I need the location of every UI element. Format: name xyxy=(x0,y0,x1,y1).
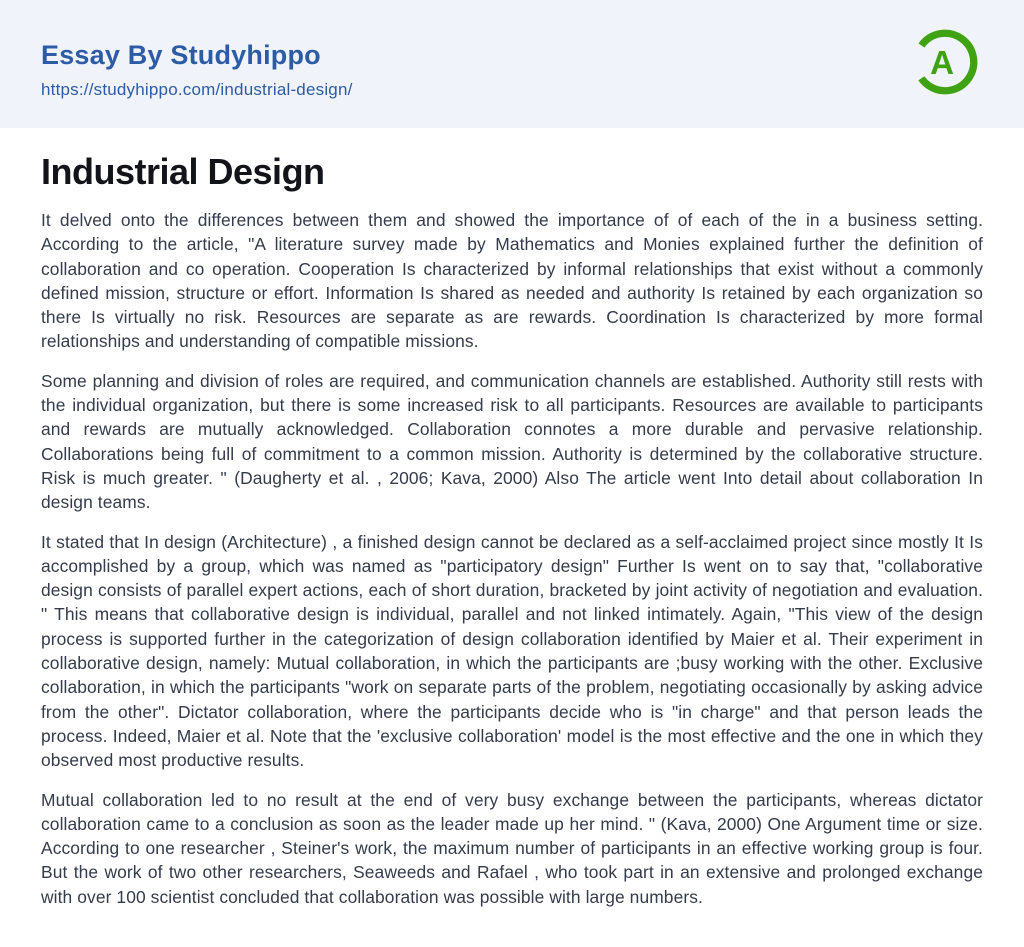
header-text-block xyxy=(41,28,353,100)
logo-letter: A xyxy=(930,45,955,83)
essay-url-link[interactable]: https://studyhippo.com/industrial-design/ xyxy=(41,80,353,99)
essay-paragraph-3: It stated that In design (Architecture) , a finished design cannot be declared as a self-acclaimed project since mostly It Is accomplished by a group, which was named as "participatory design" Further Is went on to say that, "collaborative design consists of parallel expert actions, each of short duration, bracketed by joint activity of negotiation and evaluation. " This means that collaborative design is individual, parallel and not linked intimately. Again, "This view of the design process is supported further in the categorization of design collaboration identified by Maier et al. Their experiment in collaborative design, namely: Mutual collaboration, in which the participants are ;busy working with the other. Exclusive collaboration, in which the participants "work on separate parts of the problem, negotiating occasionally by asking advice from the other". Dictator collaboration, where the participants decide who is "in charge" and that person leads the process. Indeed, Maier et al. Note that the 'exclusive collaboration' model is the most effective and the one in which they observed most productive results. xyxy=(41,531,983,771)
essay-body xyxy=(0,151,1024,909)
article-title: Industrial Design xyxy=(41,151,325,192)
essay-paragraph-4: Mutual collaboration led to no result at the end of very busy exchange between the participants, whereas dictator collaboration came to a conclusion as soon as the leader made up her mind. " (Kava, 2000) One Argument time or size. According to one researcher , Steiner's work, the maximum number of participants in an effective working group is four. But the work of two other researchers, Seaweeds and Rafael , who took part in an extensive and prolonged exchange with over 100 scientist concluded that collaboration was possible with large numbers. xyxy=(41,789,983,907)
essay-paragraph-2: Some planning and division of roles are required, and communication channels are established. Authority still rests with the individual organization, but there is some increased risk to all participants. Resources are available to participants and rewards are mutually acknowledged. Collaboration connotes a more durable and pervasive relationship. Collaborations being full of commitment to a common mission. Authority is determined by the collaborative structure. Risk is much greater. " (Daugherty et al. , 2006; Kava, 2000) Also The article went Into detail about collaboration In design teams. xyxy=(41,370,983,513)
site-title: Essay By Studyhippo xyxy=(41,40,321,70)
page-header xyxy=(0,0,1024,128)
studyhippo-logo-icon xyxy=(908,25,982,99)
essay-paragraph-1: It delved onto the differences between them and showed the importance of of each of the in a business setting. According to the article, "A literature survey made by Mathematics and Monies explained further the definition of collaboration and co operation. Cooperation Is characterized by informal relationships that exist without a commonly defined mission, structure or effort. Information Is shared as needed and authority Is retained by each organization so there Is virtually no risk. Resources are separate as are rewards. Coordination Is characterized by more formal relationships and understanding of compatible missions. xyxy=(41,210,983,352)
